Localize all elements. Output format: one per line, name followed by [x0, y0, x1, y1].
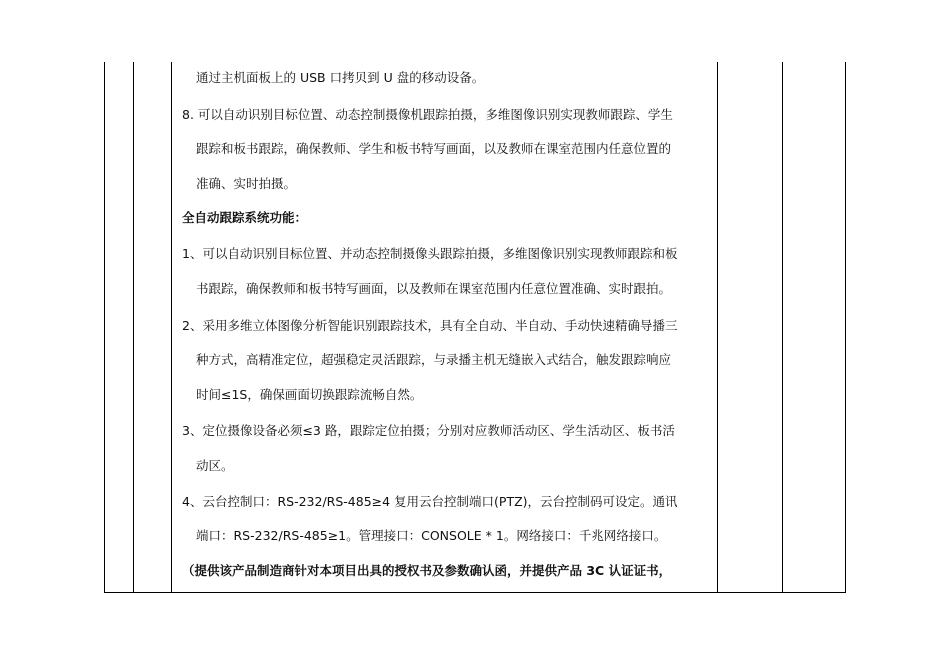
section-heading: 全自动跟踪系统功能：: [182, 210, 308, 225]
spec-line: 1、可以自动识别目标位置、并动态控制摄像头跟踪拍摄，多维图像识别实现教师跟踪和板: [182, 246, 678, 261]
column-divider-2: [171, 62, 172, 593]
certification-note: （提供该产品制造商针对本项目出具的授权书及参数确认函，并提供产品 3C 认证证书，: [182, 563, 672, 578]
spec-line: 4、云台控制口：RS-232/RS-485≥4 复用云台控制端口(PTZ)，云台控制码可设定。通讯: [182, 494, 678, 509]
column-divider-1: [133, 62, 134, 593]
spec-line: 时间≤1S，确保画面切换跟踪流畅自然。: [196, 387, 423, 402]
spec-line: 端口：RS-232/RS-485≥1。管理接口：CONSOLE * 1。网络接口：千兆网络接口。: [196, 528, 667, 543]
spec-line: 跟踪和板书跟踪，确保教师、学生和板书特写画面，以及教师在课室范围内任意位置的: [196, 141, 672, 156]
spec-line: 通过主机面板上的 USB 口拷贝到 U 盘的移动设备。: [196, 70, 485, 85]
spec-line: 8. 可以自动识别目标位置、动态控制摄像机跟踪拍摄，多维图像识别实现教师跟踪、学生: [182, 107, 673, 122]
column-divider-4: [782, 62, 783, 593]
spec-line: 动区。: [196, 458, 234, 473]
spec-line: 种方式，高精准定位，超强稳定灵活跟踪，与录播主机无缝嵌入式结合，触发跟踪响应: [196, 352, 672, 367]
spec-line: 准确、实时拍摄。: [196, 176, 297, 191]
column-divider-3: [717, 62, 718, 593]
spec-line: 书跟踪，确保教师和板书特写画面，以及教师在课室范围内任意位置准确、实时跟拍。: [196, 281, 672, 296]
spec-line: 2、采用多维立体图像分析智能识别跟踪技术，具有全自动、半自动、手动快速精确导播三: [182, 318, 678, 333]
spec-line: 3、定位摄像设备必须≤3 路，跟踪定位拍摄；分别对应教师活动区、学生活动区、板书活: [182, 423, 675, 438]
